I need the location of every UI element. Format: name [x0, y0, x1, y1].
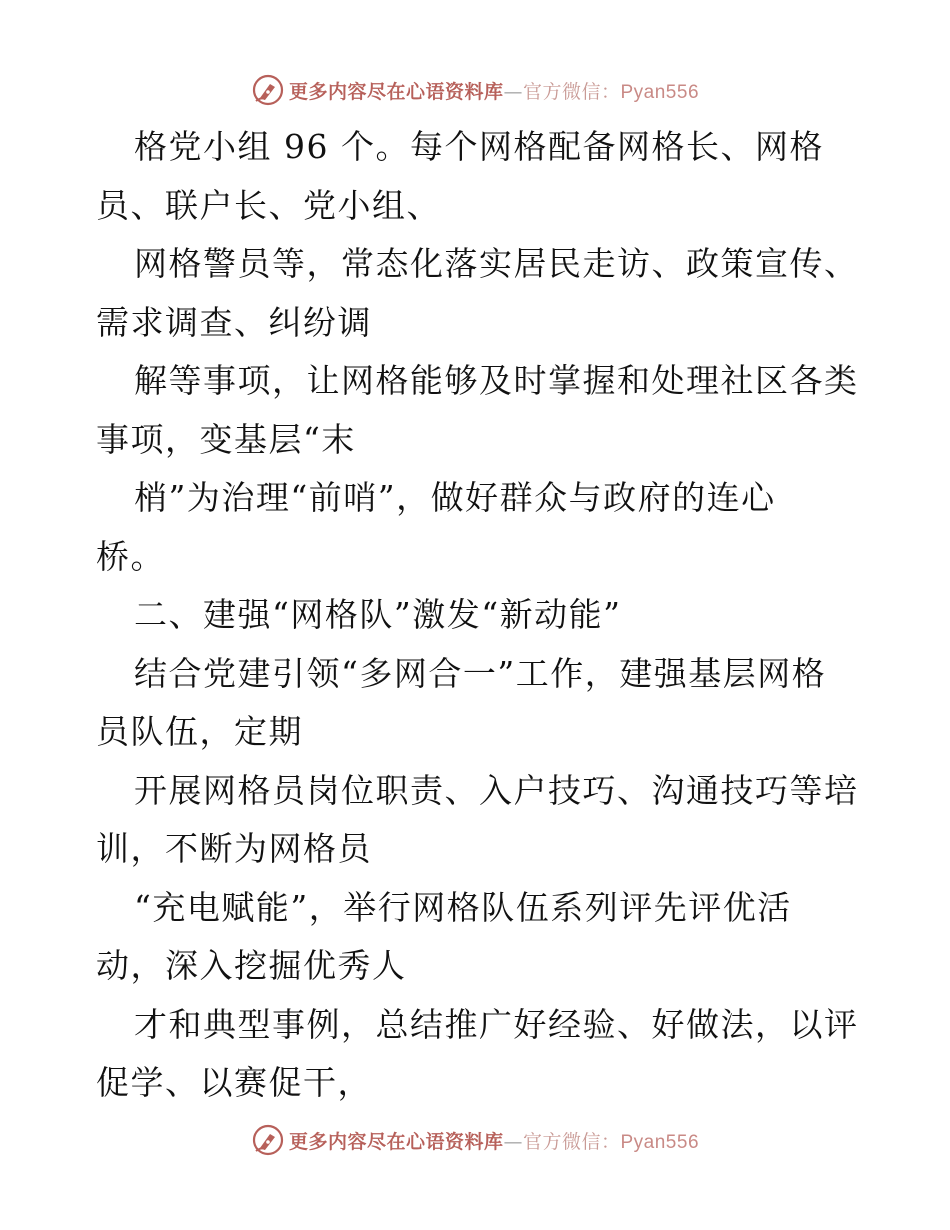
- footer-banner-wechat-label: 官方微信：: [522, 1130, 621, 1153]
- footer-banner-title: 更多内容尽在心语资料库: [288, 1130, 504, 1153]
- footer-banner: [0, 1120, 950, 1160]
- header-banner: [0, 70, 950, 110]
- body-line: 桥。: [96, 536, 165, 576]
- body-line: 促学、以赛促干，: [96, 1063, 372, 1102]
- body-line: 员队伍，定期: [96, 712, 303, 751]
- body-line: 梢”为治理“前哨”，做好群众与政府的连心: [134, 478, 776, 517]
- header-banner-title: 更多内容尽在心语资料库: [288, 80, 504, 103]
- body-line: 员、联户长、党小组、: [96, 185, 441, 225]
- body-line: “充电赋能”，举行网格队伍系列评先评优活: [134, 887, 792, 927]
- header-banner-dash: —: [503, 80, 523, 103]
- footer-banner-text: [289, 1127, 699, 1154]
- body-line: 开展网格员岗位职责、入户技巧、沟通技巧等培: [134, 770, 859, 810]
- body-line: 解等事项，让网格能够及时掌握和处理社区各类: [134, 361, 859, 400]
- footer-banner-dash: —: [503, 1130, 523, 1153]
- header-banner-wechat-id: Pyan556: [620, 81, 700, 103]
- section-heading: 二、建强“网格队”激发“新动能”: [134, 595, 622, 634]
- header-banner-wechat-label: 官方微信：: [522, 80, 621, 103]
- body-line: 事项，变基层“末: [96, 419, 356, 459]
- body-line: 格党小组 96 个。每个网格配备网格长、网格: [134, 127, 824, 166]
- pen-nib-logo-icon: [251, 1123, 285, 1157]
- pen-nib-logo-icon: [251, 73, 285, 107]
- body-line: 需求调查、纠纷调: [96, 302, 372, 342]
- body-line: 才和典型事例，总结推广好经验、好做法，以评: [134, 1004, 859, 1044]
- footer-banner-wechat-id: Pyan556: [620, 1131, 700, 1153]
- body-line: 网格警员等，常态化落实居民走访、政策宣传、: [134, 244, 859, 283]
- body-line: 动，深入挖掘优秀人: [96, 946, 407, 985]
- document-body: [96, 118, 876, 1113]
- header-banner-text: [289, 77, 699, 104]
- body-line: 训，不断为网格员: [96, 829, 372, 868]
- body-line: 结合党建引领“多网合一”工作，建强基层网格: [134, 653, 827, 693]
